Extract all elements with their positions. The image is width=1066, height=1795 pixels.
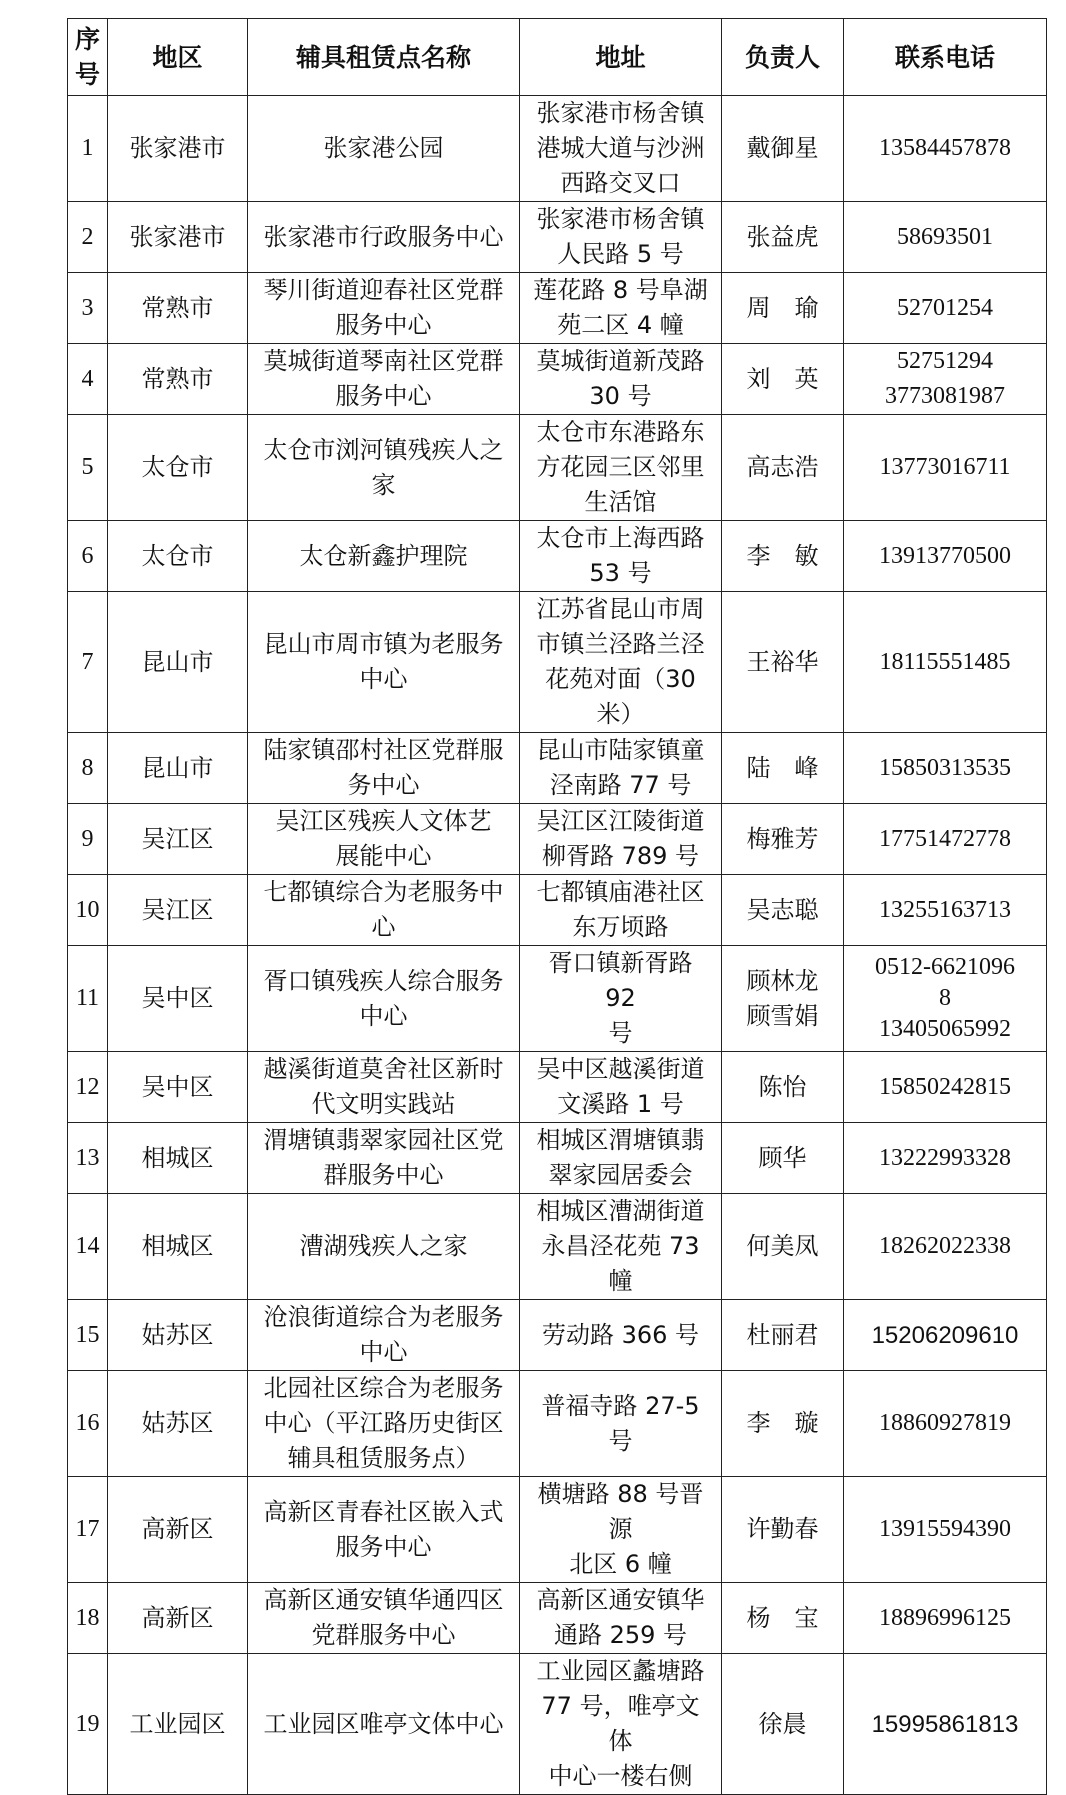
table-row [68, 1654, 1047, 1795]
table-row [68, 733, 1047, 804]
row-region: 吴江区 [108, 804, 248, 875]
row-region: 太仓市 [108, 415, 248, 521]
row-person: 高志浩 [722, 415, 844, 521]
row-address: 横塘路 88 号晋源 北区 6 幢 [520, 1477, 722, 1583]
row-person: 周 瑜 [722, 273, 844, 344]
row-person: 刘 英 [722, 344, 844, 415]
row-phone: 15206209610 [844, 1300, 1047, 1371]
header-region: 地区 [108, 19, 248, 96]
row-phone: 18115551485 [844, 592, 1047, 733]
row-name: 北园社区综合为老服务 中心（平江路历史街区 辅具租赁服务点） [248, 1371, 520, 1477]
row-name: 越溪街道莫舍社区新时 代文明实践站 [248, 1052, 520, 1123]
row-index: 9 [68, 804, 108, 875]
row-person: 杨 宝 [722, 1583, 844, 1654]
row-person: 吴志聪 [722, 875, 844, 946]
header-person: 负责人 [722, 19, 844, 96]
table-row [68, 1371, 1047, 1477]
row-name: 七都镇综合为老服务中 心 [248, 875, 520, 946]
row-person: 戴御星 [722, 96, 844, 202]
row-region: 常熟市 [108, 344, 248, 415]
row-address: 吴中区越溪街道 文溪路 1 号 [520, 1052, 722, 1123]
row-index: 19 [68, 1654, 108, 1795]
row-phone: 13773016711 [844, 415, 1047, 521]
row-name: 张家港市行政服务中心 [248, 202, 520, 273]
row-person: 王裕华 [722, 592, 844, 733]
row-person: 陆 峰 [722, 733, 844, 804]
row-region: 姑苏区 [108, 1300, 248, 1371]
row-address: 张家港市杨舍镇 港城大道与沙洲 西路交叉口 [520, 96, 722, 202]
row-name: 太仓市浏河镇残疾人之 家 [248, 415, 520, 521]
row-region: 昆山市 [108, 733, 248, 804]
row-index: 17 [68, 1477, 108, 1583]
row-index: 16 [68, 1371, 108, 1477]
row-name: 漕湖残疾人之家 [248, 1194, 520, 1300]
row-address: 太仓市东港路东 方花园三区邻里 生活馆 [520, 415, 722, 521]
row-region: 相城区 [108, 1194, 248, 1300]
row-address: 江苏省昆山市周 市镇兰泾路兰泾 花苑对面（30 米） [520, 592, 722, 733]
row-person: 张益虎 [722, 202, 844, 273]
table-row [68, 946, 1047, 1052]
row-region: 太仓市 [108, 521, 248, 592]
row-name: 工业园区唯亭文体中心 [248, 1654, 520, 1795]
row-region: 常熟市 [108, 273, 248, 344]
row-index: 10 [68, 875, 108, 946]
row-phone: 18860927819 [844, 1371, 1047, 1477]
table-row [68, 273, 1047, 344]
row-address: 相城区渭塘镇翡 翠家园居委会 [520, 1123, 722, 1194]
row-phone: 58693501 [844, 202, 1047, 273]
row-phone: 15995861813 [844, 1654, 1047, 1795]
row-person: 杜丽君 [722, 1300, 844, 1371]
row-address: 胥口镇新胥路 92 号 [520, 946, 722, 1052]
row-region: 吴中区 [108, 946, 248, 1052]
header-address: 地址 [520, 19, 722, 96]
row-phone: 18896996125 [844, 1583, 1047, 1654]
row-index: 2 [68, 202, 108, 273]
row-region: 高新区 [108, 1583, 248, 1654]
row-address: 张家港市杨舍镇 人民路 5 号 [520, 202, 722, 273]
row-region: 张家港市 [108, 96, 248, 202]
row-index: 5 [68, 415, 108, 521]
row-phone: 17751472778 [844, 804, 1047, 875]
row-name: 张家港公园 [248, 96, 520, 202]
table-row [68, 415, 1047, 521]
row-person: 陈怡 [722, 1052, 844, 1123]
row-person: 许勤春 [722, 1477, 844, 1583]
header-index: 序 号 [68, 19, 108, 96]
header-name: 辅具租赁点名称 [248, 19, 520, 96]
row-region: 相城区 [108, 1123, 248, 1194]
row-index: 13 [68, 1123, 108, 1194]
row-phone: 13584457878 [844, 96, 1047, 202]
row-region: 高新区 [108, 1477, 248, 1583]
row-phone: 15850242815 [844, 1052, 1047, 1123]
table-row [68, 521, 1047, 592]
table-row [68, 804, 1047, 875]
row-name: 昆山市周市镇为老服务 中心 [248, 592, 520, 733]
row-phone: 15850313535 [844, 733, 1047, 804]
row-person: 何美凤 [722, 1194, 844, 1300]
row-name: 高新区青春社区嵌入式 服务中心 [248, 1477, 520, 1583]
row-index: 7 [68, 592, 108, 733]
row-index: 1 [68, 96, 108, 202]
row-address: 劳动路 366 号 [520, 1300, 722, 1371]
row-address: 莲花路 8 号阜湖 苑二区 4 幢 [520, 273, 722, 344]
row-index: 6 [68, 521, 108, 592]
row-person: 李 璇 [722, 1371, 844, 1477]
table-row [68, 96, 1047, 202]
row-person: 李 敏 [722, 521, 844, 592]
table-row [68, 592, 1047, 733]
row-person: 梅雅芳 [722, 804, 844, 875]
rental-points-table [67, 18, 1047, 1795]
row-name: 太仓新鑫护理院 [248, 521, 520, 592]
table-row [68, 1477, 1047, 1583]
table-row [68, 344, 1047, 415]
header-phone: 联系电话 [844, 19, 1047, 96]
row-region: 姑苏区 [108, 1371, 248, 1477]
row-phone: 13913770500 [844, 521, 1047, 592]
row-index: 12 [68, 1052, 108, 1123]
row-address: 吴江区江陵街道 柳胥路 789 号 [520, 804, 722, 875]
row-index: 3 [68, 273, 108, 344]
row-address: 工业园区蠡塘路 77 号，唯亭文体 中心一楼右侧 [520, 1654, 722, 1795]
row-person: 顾林龙 顾雪娟 [722, 946, 844, 1052]
row-phone: 52751294 3773081987 [844, 344, 1047, 415]
row-region: 吴江区 [108, 875, 248, 946]
row-name: 琴川街道迎春社区党群 服务中心 [248, 273, 520, 344]
table-row [68, 1052, 1047, 1123]
row-index: 15 [68, 1300, 108, 1371]
table-row [68, 202, 1047, 273]
row-name: 渭塘镇翡翠家园社区党 群服务中心 [248, 1123, 520, 1194]
row-address: 相城区漕湖街道 永昌泾花苑 73 幢 [520, 1194, 722, 1300]
row-name: 胥口镇残疾人综合服务 中心 [248, 946, 520, 1052]
row-address: 太仓市上海西路 53 号 [520, 521, 722, 592]
row-region: 吴中区 [108, 1052, 248, 1123]
row-address: 昆山市陆家镇童 泾南路 77 号 [520, 733, 722, 804]
row-address: 普福寺路 27-5 号 [520, 1371, 722, 1477]
row-name: 陆家镇邵村社区党群服 务中心 [248, 733, 520, 804]
row-region: 张家港市 [108, 202, 248, 273]
row-name: 沧浪街道综合为老服务 中心 [248, 1300, 520, 1371]
header-row [68, 19, 1047, 96]
row-phone: 13222993328 [844, 1123, 1047, 1194]
row-phone: 0512-6621096 8 13405065992 [844, 946, 1047, 1052]
row-person: 徐晨 [722, 1654, 844, 1795]
row-phone: 13915594390 [844, 1477, 1047, 1583]
row-index: 4 [68, 344, 108, 415]
row-index: 11 [68, 946, 108, 1052]
row-person: 顾华 [722, 1123, 844, 1194]
row-name: 高新区通安镇华通四区 党群服务中心 [248, 1583, 520, 1654]
table-row [68, 1123, 1047, 1194]
table-row [68, 1300, 1047, 1371]
table-row [68, 875, 1047, 946]
row-index: 14 [68, 1194, 108, 1300]
row-region: 昆山市 [108, 592, 248, 733]
row-address: 七都镇庙港社区 东万顷路 [520, 875, 722, 946]
row-index: 8 [68, 733, 108, 804]
row-address: 高新区通安镇华 通路 259 号 [520, 1583, 722, 1654]
row-region: 工业园区 [108, 1654, 248, 1795]
row-index: 18 [68, 1583, 108, 1654]
row-phone: 18262022338 [844, 1194, 1047, 1300]
table-row [68, 1194, 1047, 1300]
row-address: 莫城街道新茂路 30 号 [520, 344, 722, 415]
table-row [68, 1583, 1047, 1654]
row-name: 莫城街道琴南社区党群 服务中心 [248, 344, 520, 415]
row-phone: 13255163713 [844, 875, 1047, 946]
row-name: 吴江区残疾人文体艺 展能中心 [248, 804, 520, 875]
row-phone: 52701254 [844, 273, 1047, 344]
